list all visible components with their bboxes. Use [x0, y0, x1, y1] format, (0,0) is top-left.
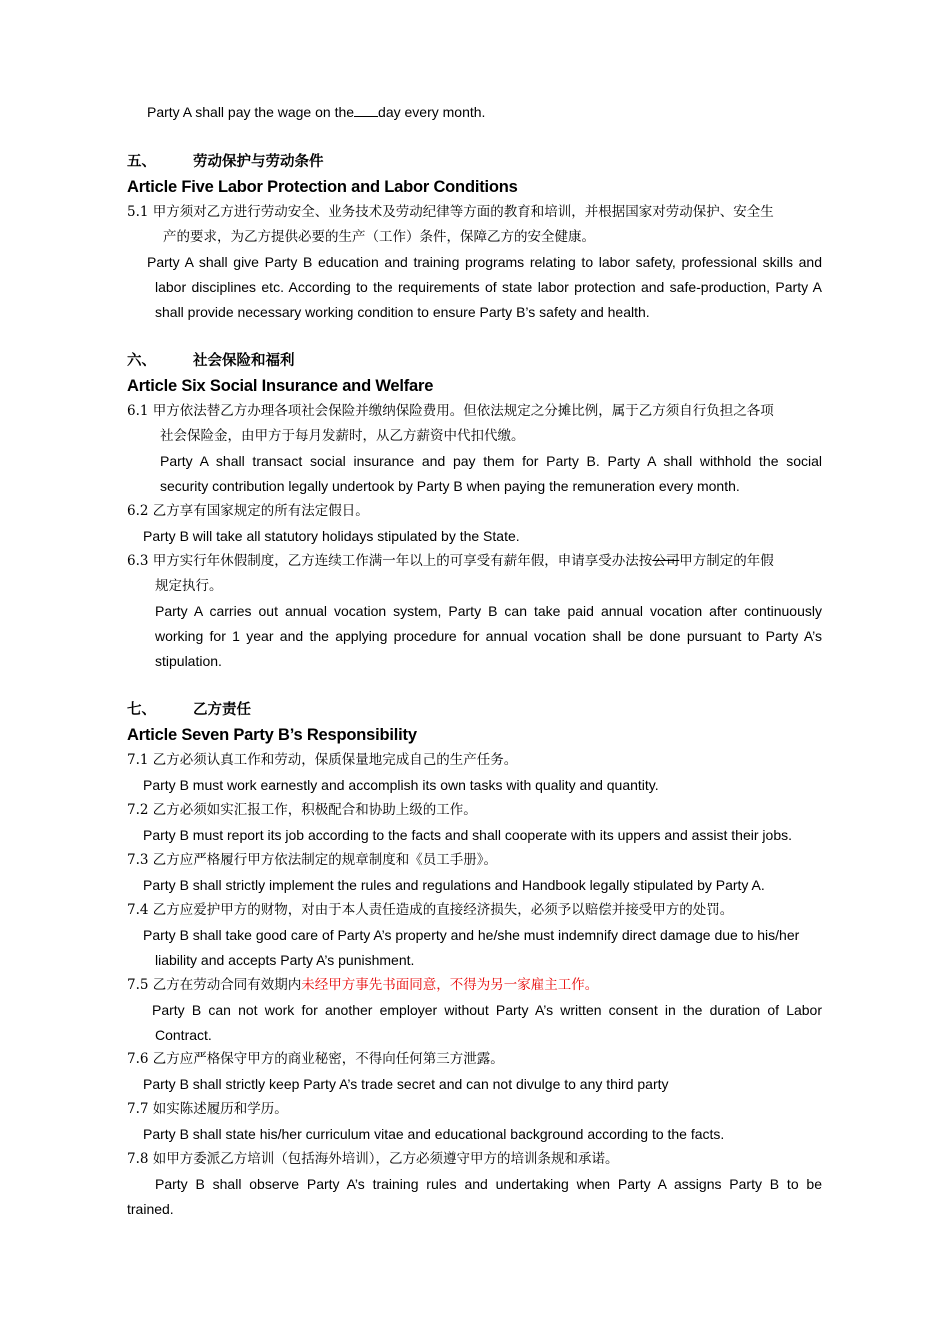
article7-title-zh: 乙方责任: [193, 701, 251, 718]
article6-heading-en: Article Six Social Insurance and Welfare: [127, 377, 434, 395]
clause-5-1-en-line3: shall provide necessary working condition to ensure Party B’s safety and health.: [155, 304, 650, 320]
clause-5-1-en-line2: labor disciplines etc. According to the requirements of state labor protection and safe-production, Party A: [155, 279, 822, 295]
article6-heading-zh: [127, 352, 823, 370]
clause-7-5-en-line1: Party B can not work for another employer without Party A’s written consent in the duration of Labor: [152, 1002, 822, 1018]
clause-6-1-en-line2: security contribution legally undertook by Party B when paying the remuneration every month.: [160, 478, 740, 494]
clause-6-3-zh-line1: [127, 552, 823, 570]
article6-number: 六、: [127, 352, 156, 369]
article7-number: 七、: [127, 701, 156, 718]
clause-7-4-en-line2: liability and accepts Party A’s punishment.: [155, 952, 415, 968]
article5-heading-zh: [127, 153, 823, 171]
article5-heading-en: Article Five Labor Protection and Labor Conditions: [127, 178, 518, 196]
article7-heading-en: Article Seven Party B’s Responsibility: [127, 726, 417, 744]
clause-5-1-en-line1: Party A shall give Party B education and training programs relating to labor safety, professional skills and: [147, 254, 822, 270]
clause-6-3-zh-line2: 规定执行。: [155, 578, 223, 594]
clause-7-6-en: Party B shall strictly keep Party A’s trade secret and can not divulge to any third party: [143, 1076, 669, 1092]
clause-6-1-zh-line2: 社会保险金，由甲方于每月发薪时，从乙方薪资中代扣代缴。: [160, 428, 525, 444]
clause-6-1-zh-line1: 6.1 甲方依法替乙方办理各项社会保险并缴纳保险费用。但依法规定之分摊比例，属于乙方须自行负担之各项: [127, 403, 774, 419]
article7-heading-zh: [127, 701, 823, 719]
clause-5-1-zh-line1: 5.1 甲方须对乙方进行劳动安全、业务技术及劳动纪律等方面的教育和培训，并根据国家对劳动保护、安全生: [127, 204, 774, 220]
clause-6-2-zh: 6.2 乙方享有国家规定的所有法定假日。: [127, 503, 369, 519]
clause-7-7-en: Party B shall state his/her curriculum vitae and educational background according to the facts.: [143, 1126, 725, 1142]
clause-6-3-en-line2: working for 1 year and the applying procedure for annual vocation shall be done pursuant to Party A’s: [155, 628, 822, 644]
clause-5-1-zh-line2: 产的要求，为乙方提供必要的生产（工作）条件，保障乙方的安全健康。: [163, 229, 595, 245]
clause-7-8-en-line1: Party B shall observe Party A’s training rules and undertaking when Party A assigns Party B to be: [155, 1176, 822, 1192]
clause-6-3-en-line1: Party A carries out annual vocation system, Party B can take paid annual vocation after continuously: [155, 603, 822, 619]
clause-7-5-en-line2: Contract.: [155, 1027, 212, 1043]
article6-title-zh: 社会保险和福利: [193, 352, 295, 369]
clause-7-7-zh: 7.7 如实陈述履历和学历。: [127, 1101, 288, 1117]
clause-7-5-zh: [127, 976, 823, 994]
wage-text-after: day every month.: [378, 104, 486, 120]
clause-6-3-zh-struck-text: 公司: [652, 553, 680, 569]
article5-title-zh: 劳动保护与劳动条件: [193, 153, 324, 170]
clause-7-4-zh: 7.4 乙方应爱护甲方的财物，对由于本人责任造成的直接经济损失，必须予以赔偿并接受甲方的处罚。: [127, 902, 734, 918]
clause-7-3-en: Party B shall strictly implement the rules and regulations and Handbook legally stipulated by Party A.: [143, 877, 765, 893]
wage-clause: [147, 103, 843, 121]
clause-7-8-zh: 7.8 如甲方委派乙方培训（包括海外培训），乙方必须遵守甲方的培训条规和承诺。: [127, 1151, 619, 1167]
clause-7-2-zh: 7.2 乙方必须如实汇报工作，积极配合和协助上级的工作。: [127, 802, 477, 818]
wage-text-before: Party A shall pay the wage on the: [147, 104, 355, 120]
article5-number: 五、: [127, 153, 156, 170]
clause-7-5-zh-text: 7.5 乙方在劳动合同有效期内: [127, 977, 302, 993]
clause-7-4-en-line1: Party B shall take good care of Party A’s property and he/she must indemnify direct damage due to his/her: [143, 927, 800, 943]
clause-7-3-zh: 7.3 乙方应严格履行甲方依法制定的规章制度和《员工手册》。: [127, 852, 498, 868]
clause-6-3-zh-text-b: 甲方制定的年假: [679, 553, 774, 569]
clause-7-1-zh: 7.1 乙方必须认真工作和劳动，保质保量地完成自己的生产任务。: [127, 752, 518, 768]
clause-7-5-zh-highlight: 未经甲方事先书面同意，不得为另一家雇主工作。: [301, 977, 599, 993]
clause-6-2-en: Party B will take all statutory holidays stipulated by the State.: [143, 528, 520, 544]
clause-7-1-en: Party B must work earnestly and accomplish its own tasks with quality and quantity.: [143, 777, 659, 793]
clause-7-2-en: Party B must report its job according to the facts and shall cooperate with its uppers and assist their jobs.: [143, 827, 792, 843]
clause-6-1-en-line1: Party A shall transact social insurance and pay them for Party B. Party A shall withhold the social: [160, 453, 822, 469]
clause-6-3-zh-text-a: 6.3 甲方实行年休假制度，乙方连续工作满一年以上的可享受有薪年假，申请享受办法按: [127, 553, 653, 569]
clause-7-6-zh: 7.6 乙方应严格保守甲方的商业秘密，不得向任何第三方泄露。: [127, 1051, 504, 1067]
wage-blank: [354, 104, 378, 117]
clause-7-8-en-line2: trained.: [127, 1201, 174, 1217]
clause-6-3-en-line3: stipulation.: [155, 653, 222, 669]
